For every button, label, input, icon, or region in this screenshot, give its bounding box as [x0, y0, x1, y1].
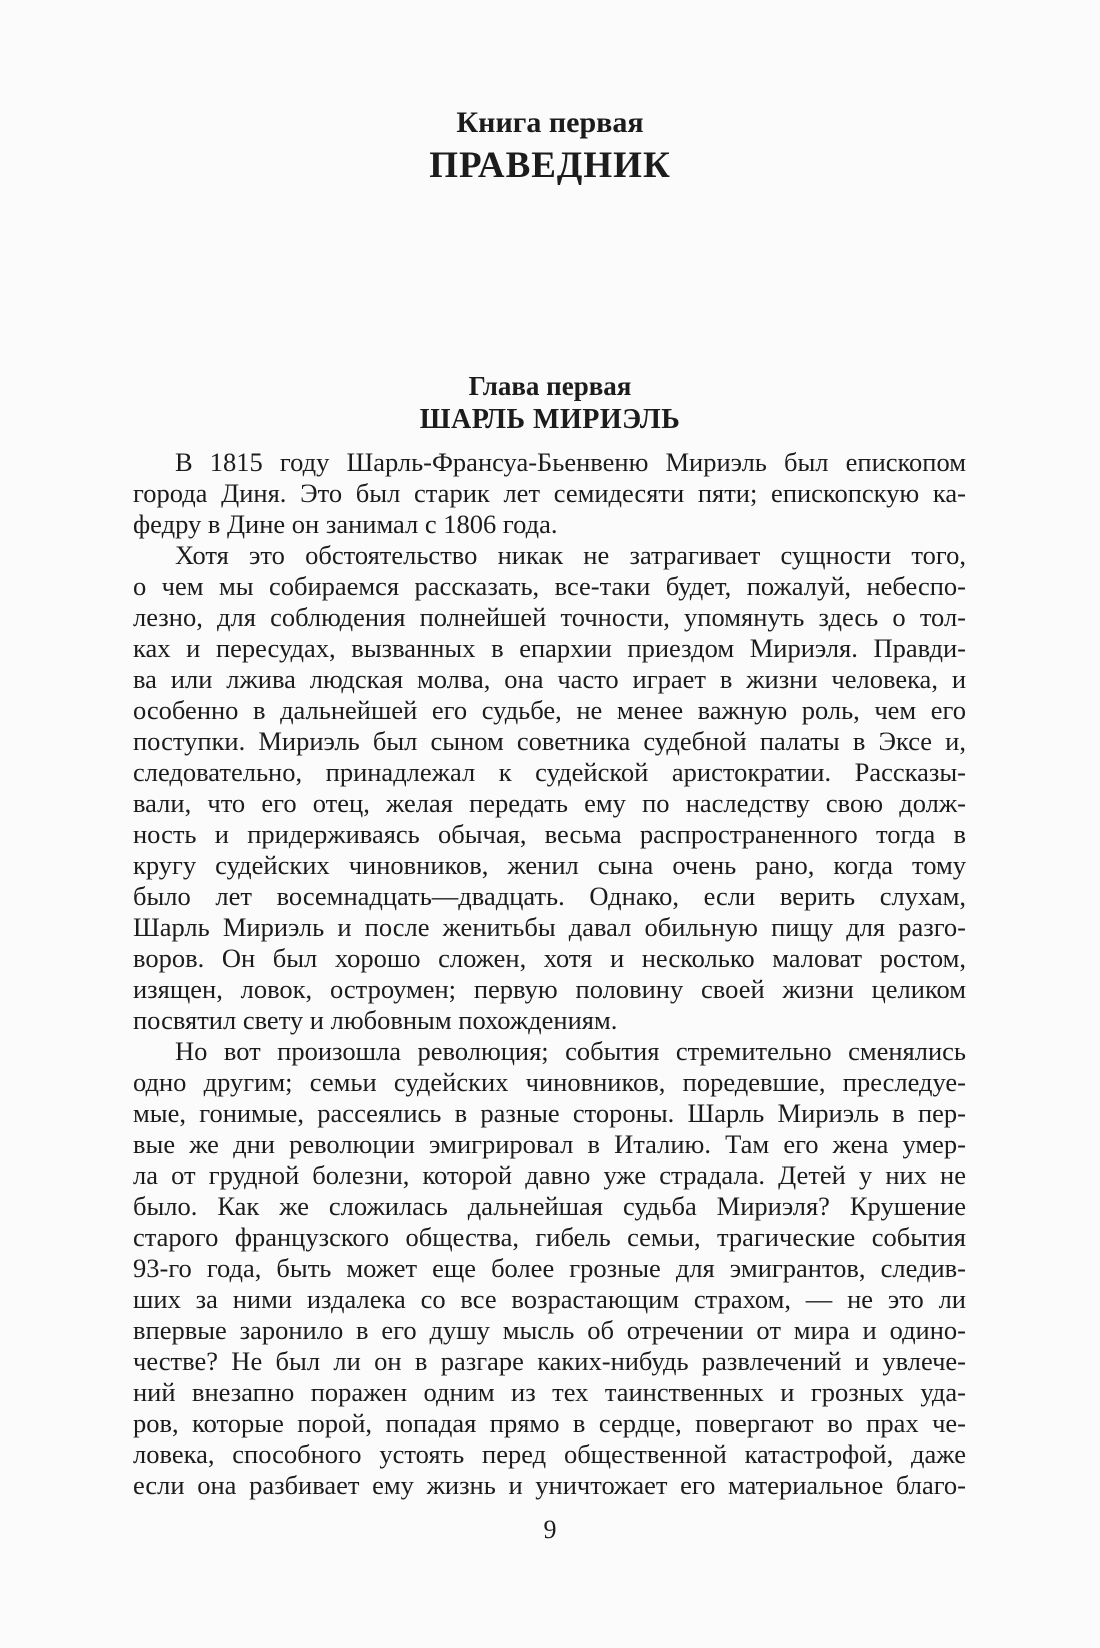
text-line: вали, что его отец, желая передать ему по наследству свою долж- [133, 788, 966, 818]
text-line: впервые заронило в его душу мысль об отречении от мира и одино- [133, 1315, 966, 1345]
book-heading [0, 104, 1100, 188]
text-line: воров. Он был хорошо сложен, хотя и несколько маловат ростом, [133, 943, 966, 973]
text-line: было лет восемнадцать—двадцать. Однако, если верить слухам, [133, 881, 966, 911]
text-line: В 1815 году Шарль-Франсуа-Бьенвеню Мириэль был епископом [175, 447, 966, 477]
text-line: федру в Дине он занимал с 1806 года. [133, 509, 558, 539]
text-line: старого французского общества, гибель семьи, трагические события [133, 1222, 966, 1252]
text-line: города Диня. Это был старик лет семидесяти пяти; епископскую ка- [133, 478, 966, 508]
text-line: одно другим; семьи судейских чиновников, поредевшие, преследуе- [133, 1067, 966, 1097]
text-line: вые же дни революции эмигрировал в Италию. Там его жена умер- [133, 1129, 966, 1159]
text-line: ва или лжива людская молва, она часто играет в жизни человека, и [133, 664, 966, 694]
text-line: Шарль Мириэль и после женитьбы давал обильную пищу для разго- [133, 912, 966, 942]
text-line: Но вот произошла революция; события стремительно сменялись [175, 1036, 966, 1066]
chapter-title: ШАРЛЬ МИРИЭЛЬ [419, 404, 681, 435]
book-part-title: Книга первая [456, 106, 644, 139]
text-line: изящен, ловок, остроумен; первую половину своей жизни целиком [133, 974, 966, 1004]
text-line: ших за ними издалека со все возрастающим страхом, — не это ли [133, 1284, 966, 1314]
page-number: 9 [543, 1515, 557, 1544]
chapter-heading [0, 371, 1100, 436]
text-line: лезно, для соблюдения полнейшей точности, упомянуть здесь о тол- [133, 602, 966, 632]
text-line: ность и придерживаясь обычая, весьма распространенного тогда в [133, 819, 966, 849]
text-line: ров, которые порой, попадая прямо в сердце, повергают во прах че- [133, 1408, 966, 1438]
text-line: следовательно, принадлежал к судейской аристократии. Рассказы- [133, 757, 966, 787]
text-line: ний внезапно поражен одним из тех таинственных и грозных уда- [133, 1377, 966, 1407]
text-line: о чем мы собираемся рассказать, все-таки будет, пожалуй, небеспо- [133, 571, 966, 601]
text-line: посвятил свету и любовным похождениям. [133, 1005, 618, 1035]
text-line: ловека, способного устоять перед общественной катастрофой, даже [133, 1439, 966, 1469]
text-line: ках и пересудах, вызванных в епархии приездом Мириэля. Правди- [133, 633, 966, 663]
text-line: 93-го года, быть может еще более грозные для эмигрантов, следив- [133, 1253, 966, 1283]
text-line: было. Как же сложилась дальнейшая судьба Мириэля? Крушение [133, 1191, 966, 1221]
text-line: Хотя это обстоятельство никак не затрагивает сущности того, [175, 540, 966, 570]
chapter-number: Глава первая [468, 371, 632, 401]
text-line: если она разбивает ему жизнь и уничтожает его материальное благо- [133, 1470, 966, 1500]
body-text [133, 447, 966, 1501]
book-title: ПРАВЕДНИК [429, 145, 671, 186]
text-line: кругу судейских чиновников, женил сына очень рано, когда тому [133, 850, 966, 880]
text-line: ла от грудной болезни, которой давно уже страдала. Детей у них не [133, 1160, 966, 1190]
text-line: особенно в дальнейшей его судьбе, не менее важную роль, чем его [133, 695, 966, 725]
text-line: мые, гонимые, рассеялись в разные стороны. Шарль Мириэль в пер- [133, 1098, 966, 1128]
text-line: честве? Не был ли он в разгаре каких-нибудь развлечений и увлече- [133, 1346, 966, 1376]
text-line: поступки. Мириэль был сыном советника судебной палаты в Эксе и, [133, 726, 966, 756]
